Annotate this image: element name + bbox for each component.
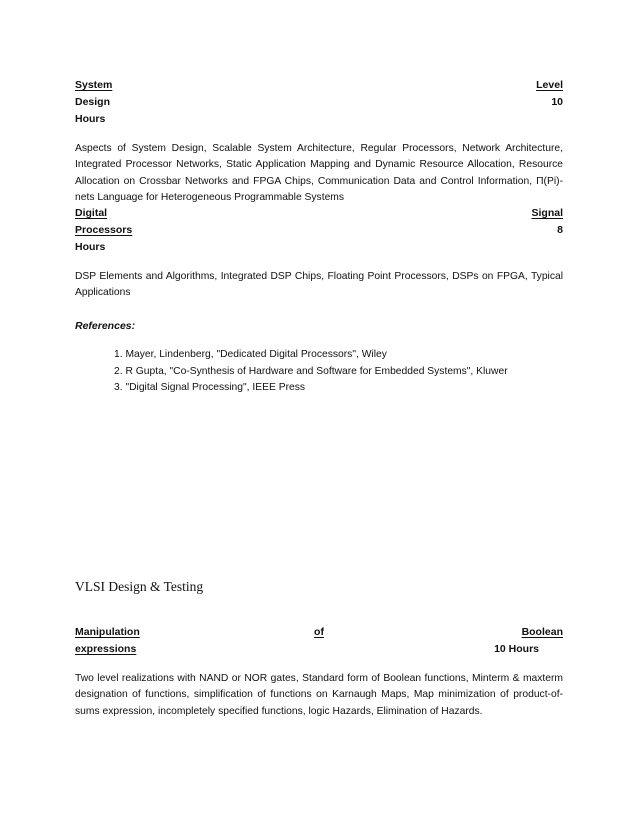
heading-word: Digital (75, 207, 108, 219)
section-system-level-design (75, 77, 563, 206)
heading-word: Level (536, 79, 563, 91)
section-heading-line-1 (75, 205, 563, 222)
heading-hours-label: Hours (75, 113, 106, 125)
heading-word: expressions (75, 643, 137, 655)
reference-item: 2. R Gupta, "Co-Synthesis of Hardware and Software for Embedded Systems", Kluwer (114, 365, 508, 377)
heading-hours-value: 10 (551, 96, 563, 108)
heading-word: Design (75, 96, 111, 108)
section-boolean-expressions (75, 624, 563, 720)
heading-word: Processors (75, 224, 133, 236)
section-heading-line-2 (75, 222, 563, 239)
heading-hours-label: Hours (75, 241, 106, 253)
heading-word: of (314, 626, 324, 638)
heading-word: Boolean (521, 626, 563, 638)
section-body: DSP Elements and Algorithms, Integrated DSP Chips, Floating Point Processors, DSPs on FPGA, Typical Applications (75, 271, 563, 299)
section-heading-line-2 (75, 641, 563, 658)
heading-hours-value: 8 (557, 224, 563, 236)
references-list (75, 347, 563, 397)
reference-item: 1. Mayer, Lindenberg, "Dedicated Digital Processors", Wiley (114, 349, 387, 360)
heading-word: Signal (531, 207, 563, 219)
reference-item: 3. "Digital Signal Processing", IEEE Press (114, 382, 306, 393)
section-body: Aspects of System Design, Scalable System Architecture, Regular Processors, Network Architecture, Integrated Processor Networks, Static Application Mapping and Dynamic Resource Allocation, Resource Allocation on Crossbar Networks and FPGA Chips, Communication Data and Control Information, Π(Pi)-nets Language for Heterogeneous Programmable Systems (75, 143, 563, 203)
section-heading-line-2 (75, 94, 563, 111)
heading-word: Manipulation (75, 626, 140, 638)
references-block (75, 318, 563, 397)
references-title: References: (75, 320, 136, 332)
section-heading-line-1 (75, 624, 563, 641)
course-title: VLSI Design & Testing (75, 579, 204, 594)
section-digital-signal-processors (75, 205, 563, 302)
section-body: Two level realizations with NAND or NOR gates, Standard form of Boolean functions, Minterm & maxterm designation of functions, simplification of functions on Karnaugh Maps, Map minimization of product-of-sums expression, incompletely specified functions, logic Hazards, Elimination of Hazards. (75, 673, 563, 717)
section-heading-line-1 (75, 77, 563, 94)
heading-hours-value: 10 Hours (494, 643, 539, 655)
heading-word: System (75, 79, 113, 91)
